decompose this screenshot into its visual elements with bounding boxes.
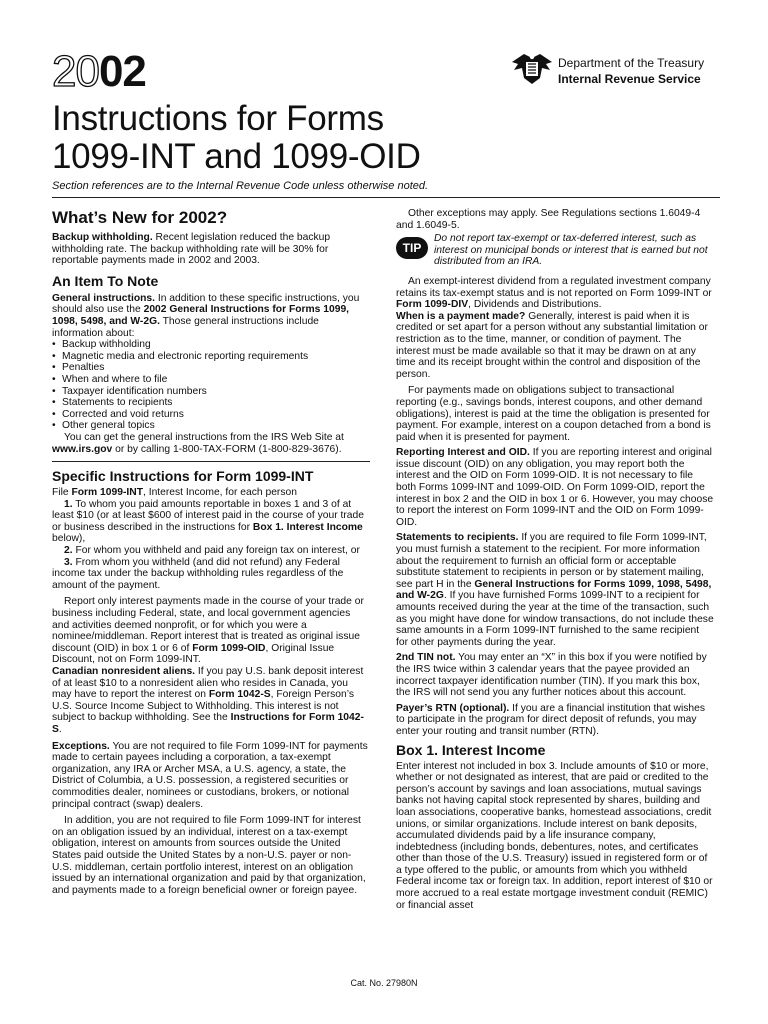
addition-paragraph: In addition, you are not required to file Form 1099-INT for interest on an obligation issued by an individual, interest on a tax-exempt obligation, interest on amounts from sources outside the United States paid outside the United States by a non-U.S. payer or non-U.S. middleman, certain portfolio interest, interest on an obligation issued by an international organization and paid by that organization, and payments made to a foreign beneficial owner or foreign payee.	[52, 815, 366, 896]
list-item: • Taxpayer identification numbers	[52, 386, 370, 398]
web-site-paragraph	[52, 432, 370, 455]
section-divider	[52, 461, 370, 462]
general-instructions-paragraph	[52, 293, 370, 339]
canadian-text-3: .	[58, 723, 62, 735]
file-text-2: , Interest Income, for each person	[142, 487, 297, 499]
report-text-1: Report only interest payments made in the course of your trade or business including Federal, state, and local government agencies and activities deemed nonprofit, or for which you were a nominee/middleman. Report interest that is treated as original issue discount (OID) in box 1 or 6 of	[52, 596, 364, 654]
box1-paragraph: Enter interest not included in box 3. Include amounts of $10 or more, whether or not designated as interest, that are paid or credited to the person’s account by savings and loan associations, mutual savings banks not having capital stock represented by shares, building and loan associations, cooperative banks, homestead associations, credit unions, or similar organizations. Include interest on bank deposits, accumulated dividends paid by a life insurance company, indebtedness (including bonds, debentures, notes, and certificates other than those of the U.S. Treasury) issued in registered form or of a type offered to the public, or amounts from which you withheld Federal income tax or foreign tax. In addition, report interest of $10 or more accrued to a real estate mortgage investment conduit (REMIC) or financial asset	[396, 760, 713, 911]
specific-instructions-heading: Specific Instructions for Form 1099-INT	[52, 468, 314, 485]
list-item: • Penalties	[52, 362, 370, 374]
box1-heading: Box 1. Interest Income	[396, 741, 546, 758]
general-instructions-text-1: In addition to these specific instructions, you should also use the	[52, 292, 360, 316]
general-topics-list	[52, 339, 370, 432]
item-1-box-reference: Box 1. Interest Income	[252, 521, 363, 533]
when-payment-made-paragraph	[396, 311, 714, 381]
transactional-reporting-paragraph: For payments made on obligations subject to transactional reporting (e.g., savings bonds, interest coupons, and other demand obligations), interest is paid at the time the obligation is presented for payment. For example, interest on a coupon detached from a bond is paid when it is presented for payment.	[396, 385, 711, 443]
whats-new-heading: What’s New for 2002?	[52, 208, 228, 227]
canadian-text-1: If you pay U.S. bank deposit interest of at least $10 to a nonresident alien who resides in Canada, you may have to report the interest on	[52, 666, 364, 701]
item-2-number: 2.	[64, 545, 73, 557]
payer-rtn-paragraph	[396, 703, 714, 738]
tin-text: You may enter an “X” in this box if you were notified by the IRS twice within 3 calendar years that the payee provided an incorrect taxpayer identification number (TIN). If you mark this box, the IRS will not send you any further notices about this account.	[396, 652, 707, 699]
exceptions-text: You are not required to file Form 1099-INT for payments made to certain payees including a corporation, a tax-exempt organization, any IRA or Archer MSA, a U.S. agency, a state, the District of Columbia, a U.S. possession, a registered securities or commodities dealer, nominees or custodians, brokers, or notional principal contract (swap) dealers.	[52, 740, 368, 810]
year-outline-digits: 20	[52, 47, 99, 96]
title-line-1: Instructions for Forms	[52, 99, 384, 138]
item-3-number: 3.	[64, 556, 73, 568]
web-site-text-1: You can get the general instructions from the IRS Web Site at	[64, 431, 344, 443]
report-text-2: , Original Issue Discount, not on Form 1099-INT.	[52, 642, 335, 666]
web-site-text-2: or by calling 1-800-TAX-FORM (1-800-829-3676).	[112, 443, 342, 455]
reporting-interest-oid-paragraph	[396, 447, 714, 528]
canadian-instructions-1042s: Instructions for Form 1042-S	[52, 712, 364, 735]
irs-web-link[interactable]: www.irs.gov	[52, 443, 113, 455]
backup-withholding-text: Recent legislation reduced the backup withholding rate. The backup withholding rate will be 30% for reportable payments made in 2002 and 2003.	[52, 232, 331, 267]
tin-lead: 2nd TIN not.	[396, 652, 456, 664]
item-1-text-1: To whom you paid amounts reportable in boxes 1 and 3 of at least $10 (or at least $600 of interest paid in the course of your trade or business described in the instructions for	[52, 498, 364, 533]
left-column	[52, 208, 370, 896]
report-form-1099-oid: Form 1099-OID	[192, 642, 266, 654]
tip-icon: TIP	[396, 237, 428, 259]
list-item: • Other general topics	[52, 420, 370, 432]
canadian-nonresident-paragraph	[52, 666, 370, 736]
rtn-text: If you are a financial institution that wishes to participate in the program for direct deposit of refunds, you may enter your routing and transit number (RTN).	[396, 702, 706, 737]
list-item: • When and where to file	[52, 374, 370, 386]
list-item: • Backup withholding	[52, 339, 370, 351]
numbered-item-3	[52, 557, 370, 592]
item-to-note-heading: An Item To Note	[52, 272, 159, 289]
report-interest-paragraph	[52, 596, 370, 666]
catalog-number: Cat. No. 27980N	[350, 978, 418, 988]
exempt-text-1: An exempt-interest dividend from a regulated investment company retains its tax-exempt status and is not reported on Form 1099-INT or	[396, 275, 712, 299]
general-instructions-lead: General instructions.	[52, 292, 155, 304]
item-1-text-2: below),	[52, 533, 86, 545]
item-1-number: 1.	[64, 498, 73, 510]
numbered-item-2	[52, 545, 370, 557]
exceptions-lead: Exceptions.	[52, 740, 110, 752]
tip-text: Do not report tax-exempt or tax-deferred interest, such as interest on municipal bonds or interest that is earned but not distributed from an IRA.	[434, 233, 708, 268]
reporting-text: If you are reporting interest and original issue discount (OID) on any obligation, you may report both the interest and the OID on Form 1099-OID. It is not necessary to file both Forms 1099-INT and 1099-OID. On Form 1099-OID, report the interest in box 2 and the OID in box 1 or 6. However, you may choose to report the interest on Form 1099-INT and the OID on Form 1099-OID.	[396, 447, 714, 528]
second-tin-paragraph	[396, 652, 714, 698]
numbered-item-1	[52, 499, 370, 545]
exempt-form-1099-div: Form 1099-DIV	[396, 299, 469, 311]
tip-callout	[396, 233, 714, 268]
canadian-text-2: , Foreign Person’s U.S. Source Income Subject to Withholding. This interest is not subject to backup withholding. See the	[52, 689, 355, 724]
file-form-name: Form 1099-INT	[71, 487, 143, 499]
item-3-text: From whom you withheld (and did not refund) any Federal income tax under the backup withholding rules regardless of the amount of the payment.	[52, 556, 344, 591]
when-text: Generally, interest is paid when it is credited or set apart for a person without any substantial limitation or restriction as to the time, manner, or condition of payment. The interest must be made available so that it may be drawn on at any time and its receipt brought within the control and disposition of the person.	[396, 310, 708, 380]
backup-withholding-lead: Backup withholding.	[52, 232, 153, 243]
list-item: • Statements to recipients	[52, 397, 370, 409]
reporting-lead: Reporting Interest and OID.	[396, 447, 530, 459]
statements-text-2: . If you have furnished Forms 1099-INT to a recipient for amounts received during the year at the time of the transaction, such as you might have done for window transactions, do not include these same amounts in a Form 1099-INT furnished to the same recipient for other payments during the year.	[396, 590, 714, 648]
statements-lead: Statements to recipients.	[396, 532, 519, 544]
list-item: • Corrected and void returns	[52, 409, 370, 421]
header-divider	[52, 197, 720, 198]
document-title	[52, 100, 421, 176]
right-column	[396, 208, 714, 911]
irs-eagle-logo-icon	[510, 48, 554, 88]
statements-recipients-paragraph	[396, 532, 714, 648]
item-2-text: For whom you withheld and paid any foreign tax on interest, or	[72, 545, 360, 557]
statements-text-1: If you are required to file Form 1099-INT, you must furnish a statement to the recipient. For more information about the requirement to furnish an official form or acceptable substitute statement to recipients in person or by statement mailing, see part H in the	[396, 532, 707, 590]
agency-line-1: Department of the Treasury	[558, 56, 705, 70]
exempt-text-2: , Dividends and Distributions.	[468, 299, 602, 311]
year-solid-digits: 02	[98, 47, 146, 96]
agency-line-2: Internal Revenue Service	[558, 72, 701, 86]
other-exceptions-paragraph: Other exceptions may apply. See Regulations sections 1.6049-4 and 1.6049-5.	[396, 208, 701, 231]
general-instructions-title: 2002 General Instructions for Forms 1099, 1098, 5498, and W-2G.	[52, 304, 350, 327]
when-lead: When is a payment made?	[396, 310, 526, 322]
exempt-interest-paragraph	[396, 276, 714, 311]
form-year	[52, 47, 146, 96]
file-form-paragraph	[52, 487, 370, 499]
statements-general-instructions: General Instructions for Forms 1099, 1098, 5498, and W-2G	[396, 578, 712, 602]
canadian-form-1042s: Form 1042-S	[208, 689, 271, 701]
section-reference-note: Section references are to the Internal Revenue Code unless otherwise noted.	[52, 180, 429, 192]
list-item: • Magnetic media and electronic reporting requirements	[52, 351, 370, 363]
rtn-lead: Payer’s RTN (optional).	[396, 702, 510, 714]
title-line-2: 1099-INT and 1099-OID	[52, 137, 421, 176]
general-instructions-text-2: Those general instructions include information about:	[52, 315, 319, 339]
canadian-lead: Canadian nonresident aliens.	[52, 666, 196, 677]
agency-name	[558, 55, 704, 87]
file-text-1: File	[52, 487, 72, 499]
backup-withholding-paragraph	[52, 232, 370, 267]
exceptions-paragraph	[52, 741, 370, 811]
